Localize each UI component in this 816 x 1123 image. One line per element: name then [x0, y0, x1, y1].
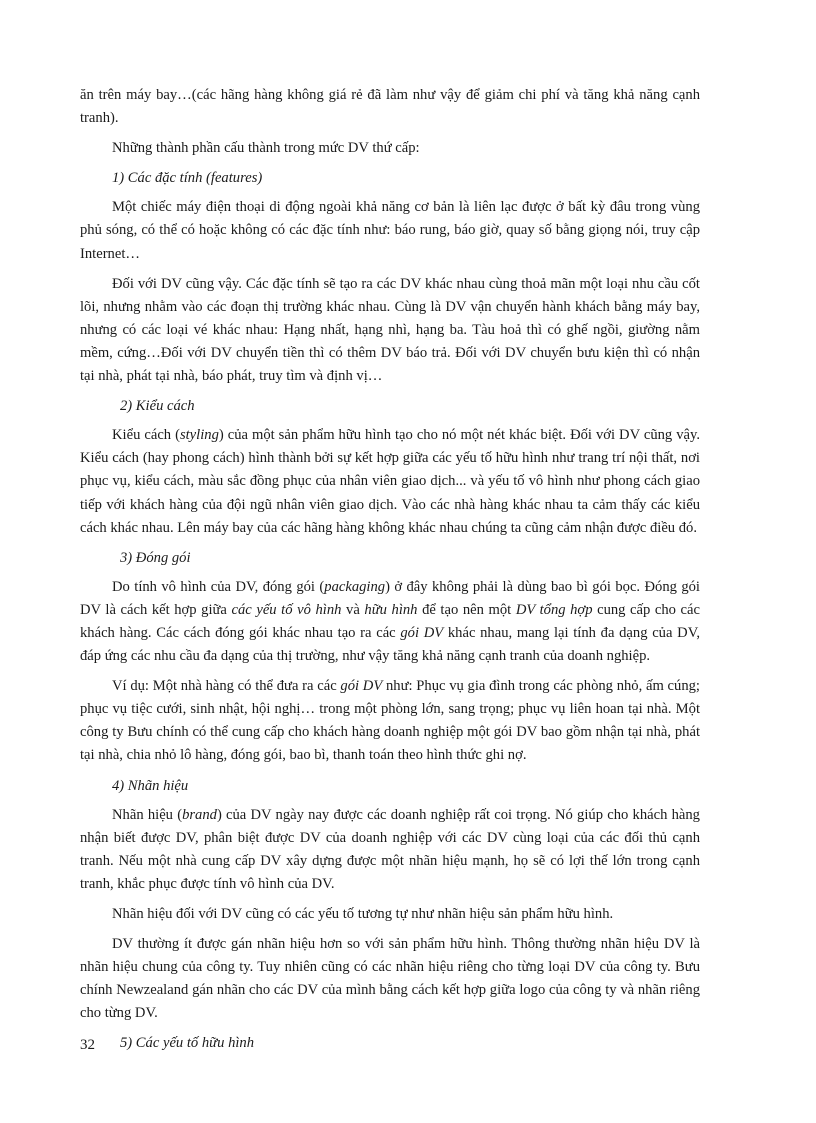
paragraph-packaging-example: Ví dụ: Một nhà hàng có thể đưa ra các gói DV như: Phục vụ gia đình trong các phòng nhỏ, ấm cúng; phục vụ tiệc cưới, sinh nhật, hội nghị… trong một phòng lớn, sang trọng; phục vụ liên hoan tại nhà. Một công ty Bưu chính có thể cung cấp cho khách hàng doanh nghiệp một gói DV bao gồm nhận tại nhà, phát tại nhà, chia nhỏ lô hàng, đóng gói, bao bì, thanh toán theo hình thức ghi nợ. — [80, 678, 700, 764]
heading-brand: 4) Nhãn hiệu — [112, 777, 189, 794]
paragraph-intro: Những thành phần cấu thành trong mức DV thứ cấp: — [112, 140, 420, 157]
page-number: 32 — [80, 1037, 95, 1053]
heading-packaging: 3) Đóng gói — [120, 549, 191, 566]
paragraph-brand-elements: Nhãn hiệu đối với DV cũng có các yếu tố tương tự như nhãn hiệu sản phẩm hữu hình. — [112, 906, 614, 922]
page-body — [80, 86, 700, 1062]
paragraph-brand-usage: DV thường ít được gán nhãn hiệu hơn so với sản phẩm hữu hình. Thông thường nhãn hiệu DV là nhãn hiệu chung của công ty. Tuy nhiên cũng có các nhãn hiệu riêng cho từng loại DV của công ty. Bưu chính Newzealand gán nhãn cho các DV của mình bằng cách kết hợp giữa logo của công ty và nhãn riêng cho từng DV. — [80, 936, 700, 1022]
paragraph-continuation: ăn trên máy bay…(các hãng hàng không giá rẻ đã làm như vậy để giảm chi phí và tăng khả năng cạnh tranh). — [80, 87, 700, 127]
heading-styling: 2) Kiểu cách — [120, 398, 195, 415]
paragraph-brand: Nhãn hiệu (brand) của DV ngày nay được các doanh nghiệp rất coi trọng. Nó giúp cho khách hàng nhận biết được DV, phân biệt được DV của doanh nghiệp với các DV cùng loại của các đối thủ cạnh tranh. Nếu một nhà cung cấp DV xây dựng được một nhãn hiệu mạnh, họ sẽ có lợi thế lớn trong cạnh tranh, khắc phục được tính vô hình của DV. — [80, 806, 700, 892]
paragraph-styling: Kiểu cách (styling) của một sản phẩm hữu hình tạo cho nó một nét khác biệt. Đối với DV cũng vậy. Kiểu cách (hay phong cách) hình thành bởi sự kết hợp giữa các yếu tố hữu hình như trang trí nội thất, nơi phục vụ, kiểu cách, màu sắc đồng phục của nhân viên giao dịch... và yếu tố vô hình như phong cách giao tiếp với khách hàng của đội ngũ nhân viên giao dịch. Vào các nhà hàng khác nhau ta cảm thấy các kiểu cách khác nhau. Lên máy bay của các hãng hàng không khác nhau chúng ta cũng cảm nhận được điều đó. — [80, 427, 700, 536]
paragraph-features-dv: Đối với DV cũng vậy. Các đặc tính sẽ tạo ra các DV khác nhau cùng thoả mãn một loại nhu cầu cốt lõi, nhưng nhằm vào các đoạn thị trường khác nhau. Cùng là DV vận chuyển hành khách bằng máy bay, nhưng có các loại vé khác nhau: Hạng nhất, hạng nhì, hạng ba. Tàu hoả thì có ghế ngồi, giường nằm mềm, cứng…Đối với DV chuyển tiền thì có thêm DV báo trả. Đối với DV chuyển bưu kiện thì có nhận tại nhà, phát tại nhà, báo phát, truy tìm và định vị… — [80, 275, 700, 385]
paragraph-packaging: Do tính vô hình của DV, đóng gói (packaging) ở đây không phải là dùng bao bì gói bọc. Đóng gói DV là cách kết hợp giữa các yếu tố vô hình và hữu hình để tạo nên một DV tổng hợp cung cấp cho các khách hàng. Các cách đóng gói khác nhau tạo ra các gói DV khác nhau, mang lại tính đa dạng của DV, đáp ứng các nhu cầu đa dạng của thị trường, như vậy tăng khả năng cạnh tranh của doanh nghiệp. — [80, 578, 700, 665]
heading-features: 1) Các đặc tính (features) — [112, 170, 263, 187]
paragraph-features-example: Một chiếc máy điện thoại di động ngoài khả năng cơ bản là liên lạc được ở bất kỳ đâu trong vùng phủ sóng, có thể có hoặc không có các đặc tính như: báo rung, báo giờ, quay số bằng giọng nói, truy cập Internet… — [80, 199, 700, 262]
heading-tangibles: 5) Các yếu tố hữu hình — [120, 1035, 255, 1052]
